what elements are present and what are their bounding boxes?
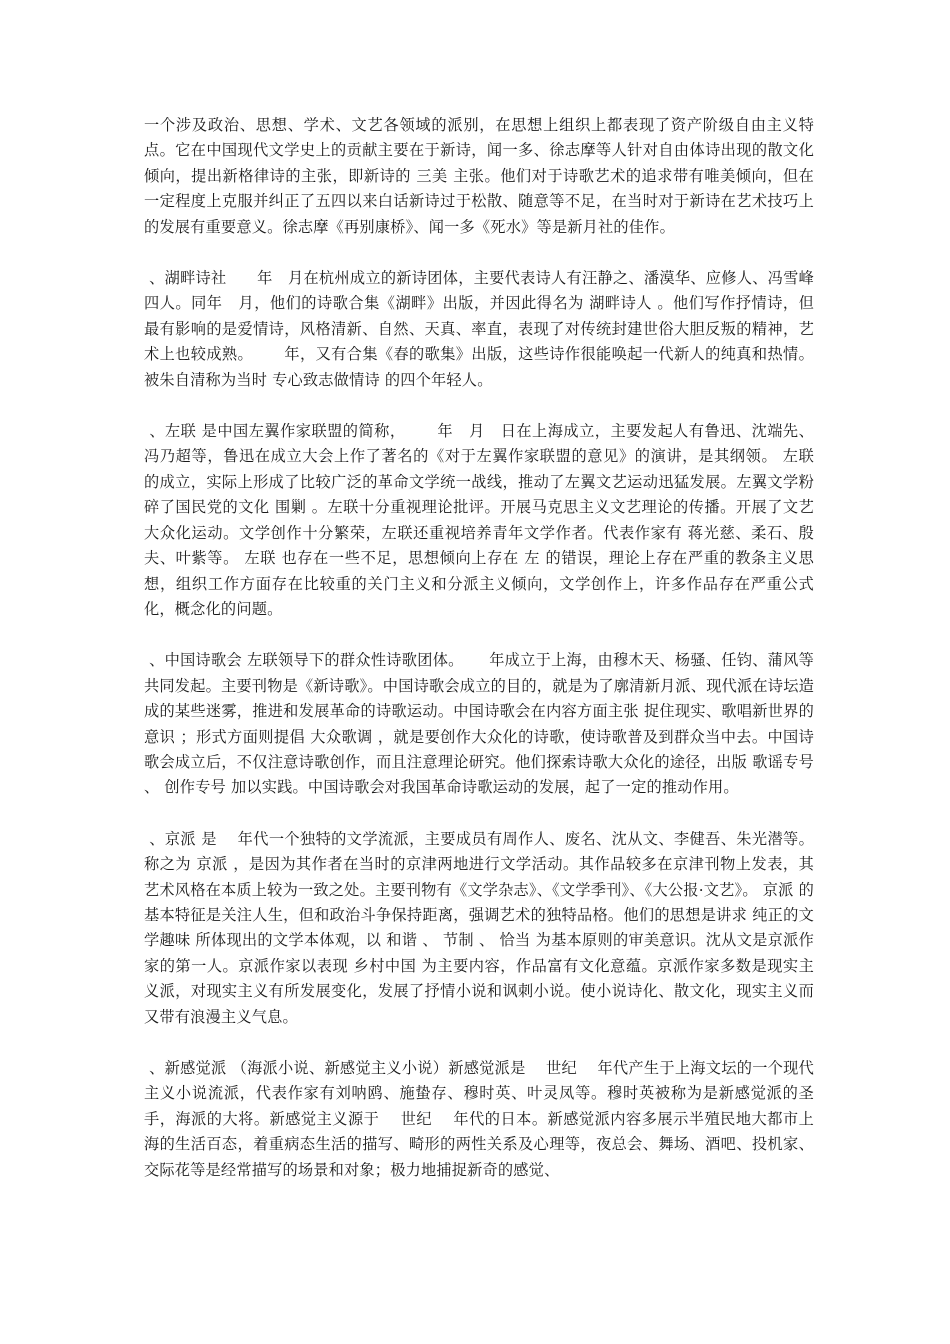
- document-body: [144, 113, 820, 1183]
- paragraph-new-sensationism: 、新感觉派 （海派小说、新感觉主义小说）新感觉派是 世纪 年代产生于上海文坛的一个现代主义小说流派，代表作家有刘呐鸥、施蛰存、穆时英、叶灵凤等。穆时英被称为是新感觉派的圣手，海派的大将。新感觉主义源于 世纪 年代的日本。新感觉派内容多展示半殖民地大都市上海的生活百态，着重病态生活的描写、畸形的两性关系及心理等，夜总会、舞场、酒吧、投机家、交际花等是经常描写的场景和对象；极力地捕捉新奇的感觉、: [144, 1059, 815, 1179]
- paragraph-beijing-school: 、京派 是 年代一个独特的文学流派，主要成员有周作人、废名、沈从文、李健吾、朱光潜等。称之为 京派 ，是因为其作者在当时的京津两地进行文学活动。其作品较多在京津刊物上发表，其艺术风格在本质上较为一致之处。主要刊物有《文学杂志》、《文学季刊》、《大公报·文艺》。 京派 的基本特征是关注人生，但和政治斗争保持距离，强调艺术的独特品格。他们的思想是讲求 纯正的文学趣味 所体现出的文学本体观，以 和谐 、 节制 、 恰当 为基本原则的审美意识。沈从文是京派作家的第一人。京派作家以表现 乡村中国 为主要内容，作品富有文化意蕴。京派作家多数是现实主义派，对现实主义有所发展变化，发展了抒情小说和讽刺小说。使小说诗化、散文化，现实主义而又带有浪漫主义气息。: [144, 829, 815, 1026]
- paragraph-left-league: 、左联 是中国左翼作家联盟的简称， 年 月 日在上海成立，主要发起人有鲁迅、沈端先、冯乃超等，鲁迅在成立大会上作了著名的《对于左翼作家联盟的意见》的演讲，是其纲领。 左联 的成立，实际上形成了比较广泛的革命文学统一战线，推动了左翼文艺运动迅猛发展。左翼文学粉碎了国民党的文化 围剿 。左联十分重视理论批评。开展马克思主义文艺理论的传播。开展了文艺大众化运动。文学创作十分繁荣，左联还重视培养青年文学作者。代表作家有 蒋光慈、柔石、殷夫、叶紫等。 左联 也存在一些不足，思想倾向上存在 左 的错误，理论上存在严重的教条主义思想，组织工作方面存在比较重的关门主义和分派主义倾向，文学创作上，许多作品存在严重公式化，概念化的问题。: [144, 422, 820, 618]
- paragraph-lakeside-poets: 、湖畔诗社 年 月在杭州成立的新诗团体，主要代表诗人有汪静之、潘漠华、应修人、冯雪峰四人。同年 月，他们的诗歌合集《湖畔》出版，并因此得名为 湖畔诗人 。他们写作抒情诗，但最有影响的是爱情诗，风格清新、自然、天真、率直，表现了对传统封建世俗大胆反叛的精神，艺术上也较成熟。 年，又有合集《春的歌集》出版，这些诗作很能唤起一代新人的纯真和热情。被朱自清称为当时 专心致志做情诗 的四个年轻人。: [144, 269, 815, 389]
- paragraph-china-poetry-society: 、中国诗歌会 左联领导下的群众性诗歌团体。 年成立于上海，由穆木天、杨骚、任钧、蒲风等共同发起。主要刊物是《新诗歌》。中国诗歌会成立的目的，就是为了廓清新月派、现代派在诗坛造成的某些迷雾，推进和发展革命的诗歌运动。中国诗歌会在内容方面主张 捉住现实、歌唱新世界的意识 ；形式方面则提倡 大众歌调 ，就是要创作大众化的诗歌，使诗歌普及到群众当中去。中国诗歌会成立后，不仅注意诗歌创作，而且注意理论研究。他们探索诗歌大众化的途径，出版 歌谣专号 、 创作专号 加以实践。中国诗歌会对我国革命诗歌运动的发展，起了一定的推动作用。: [144, 651, 820, 797]
- paragraph-xinyue-society: 一个涉及政治、思想、学术、文艺各领域的派别，在思想上组织上都表现了资产阶级自由主义特点。它在中国现代文学史上的贡献主要在于新诗，闻一多、徐志摩等人针对自由体诗出现的散文化倾向，提出新格律诗的主张，即新诗的 三美 主张。他们对于诗歌艺术的追求带有唯美倾向，但在一定程度上克服并纠正了五四以来白话新诗过于松散、随意等不足，在当时对于新诗在艺术技巧上的发展有重要意义。徐志摩《再别康桥》、闻一多《死水》等是新月社的佳作。: [144, 116, 814, 236]
